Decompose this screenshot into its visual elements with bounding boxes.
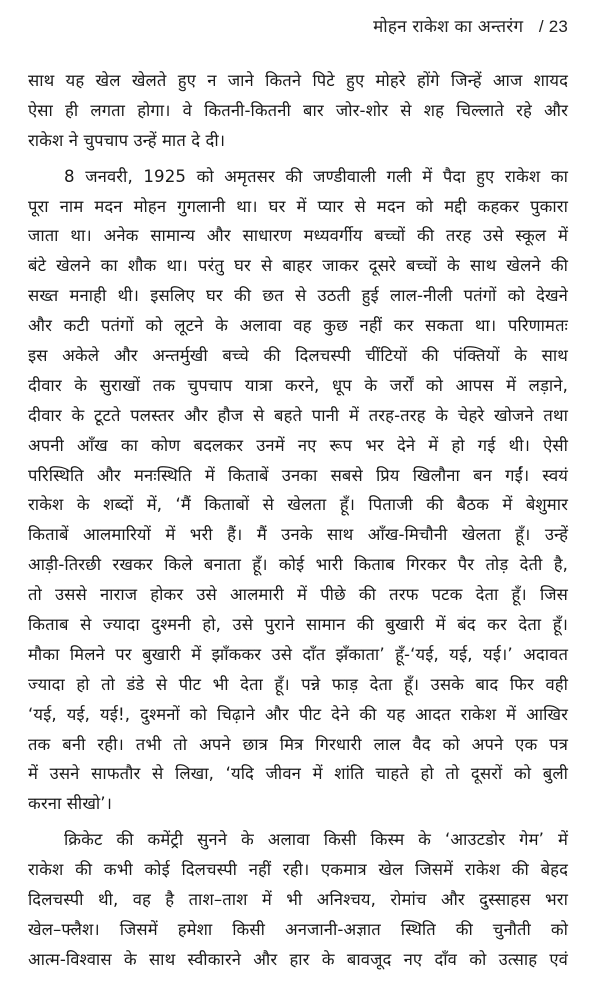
running-head xyxy=(373,14,568,37)
text-line: जाता था। अनेक सामान्य और साधारण मध्यवर्गीय बच्चों की तरह उसे स्कूल में xyxy=(28,226,568,246)
text-line: राकेश की कभी कोई दिलचस्पी नहीं रही। एकमात्र खेल जिसमें राकेश की बेहद xyxy=(28,860,568,880)
text-line: राकेश के शब्दों में, ‘मैं किताबों से खेलता हूँ। पिताजी की बैठक में बेशुमार xyxy=(28,495,568,515)
text-line: तक बनी रही। तभी तो अपने छात्र मित्र गिरधारी लाल वैद को अपने एक पत्र xyxy=(28,734,568,754)
text-line: दिलचस्पी थी, वह है ताश–ताश में भी अनिश्चय, रोमांच और दुस्साहस भरा xyxy=(28,890,568,910)
paragraph-1 xyxy=(28,66,568,156)
paragraph-2 xyxy=(28,162,568,820)
text-line: क्रिकेट की कमेंट्री सुनने के अलावा किसी किस्म के ‘आउटडोर गेम’ में xyxy=(64,830,568,850)
text-line: खेल–फ्लैश। जिसमें हमेशा किसी अनजानी-अज्ञात स्थिति की चुनौती को xyxy=(28,919,568,939)
text-line: ऐसा ही लगता होगा। वे कितनी-कितनी बार जोर-शोर से शह चिल्लाते रहे और xyxy=(28,100,568,120)
text-line: दीवार के सुराखों तक चुपचाप यात्रा करने, धूप के जर्रों को आपस में लड़ाने, xyxy=(28,375,568,395)
text-line: दीवार के टूटते पलस्तर और हौज से बहते पानी में तरह-तरह के चेहरे खोजने तथा xyxy=(28,405,568,425)
text-line: ‘यई, यई, यई!, दुश्मनों को चिढ़ाने और पीट देने की यह आदत राकेश में आखिर xyxy=(28,704,568,724)
text-line: में उसने साफतौर से लिखा, ‘यदि जीवन में शांति चाहते हो तो दूसरों को बुली xyxy=(28,764,568,784)
text-line: किताबें आलमारियों में भरी हैं। मैं उनके साथ आँख-मिचौनी खेलता हूँ। उन्हें xyxy=(28,525,568,545)
text-line: अपनी आँख का कोण बदलकर उनमें नए रूप भर देने में हो गई थी। ऐसी xyxy=(28,435,568,455)
text-line: और कटी पतंगों को लूटने के अलावा वह कुछ नहीं कर सकता था। परिणामतः xyxy=(28,316,568,336)
text-line: सख्त मनाही थी। इसलिए घर की छत से उठती हुई लाल-नीली पतंगों को देखने xyxy=(28,286,568,306)
text-line: आड़ी-तिरछी रखकर किले बनाता हूँ। कोई भारी किताब गिरकर पैर तोड़ देती है, xyxy=(28,555,568,575)
page-number: / 23 xyxy=(538,17,568,36)
text-line: बंटे खेलने का शौक था। परंतु घर से बाहर जाकर दूसरे बच्चों के साथ खेलने की xyxy=(28,256,568,276)
text-line: परिस्थिति और मनःस्थिति में किताबें उनका सबसे प्रिय खिलौना बन गईं। स्वयं xyxy=(28,465,568,485)
text-line: ज्यादा हो तो डंडे से पीट भी देता हूँ। पन्ने फाड़ देता हूँ। उसके बाद फिर वही xyxy=(28,674,568,694)
text-line: आत्म-विश्वास के साथ स्वीकारने और हार के बावजूद नए दाँव को उत्साह एवं xyxy=(28,949,568,969)
running-head-title: मोहन राकेश का अन्तरंग xyxy=(373,17,524,37)
text-line: करना सीखो’। xyxy=(28,794,113,814)
text-line: इस अकेले और अन्तर्मुखी बच्चे की दिलचस्पी चींटियों की पंक्तियों के साथ xyxy=(28,346,568,366)
page-body xyxy=(28,66,568,975)
text-line: मौका मिलने पर बुखारी में झाँककर उसे दाँत झँकाता’ हूँ-‘यई, यई, यई।’ अदावत xyxy=(28,644,568,664)
text-line: 8 जनवरी, 1925 को अमृतसर की जण्डीवाली गली में पैदा हुए राकेश का xyxy=(64,166,568,186)
text-line: राकेश ने चुपचाप उन्हें मात दे दी। xyxy=(28,130,226,150)
text-line: किताब से ज्यादा दुश्मनी हो, उसे पुराने सामान की बुखारी में बंद कर देता हूँ। xyxy=(28,615,568,635)
text-line: पूरा नाम मदन मोहन गुगलानी था। घर में प्यार से मदन को मद्दी कहकर पुकारा xyxy=(28,196,568,216)
text-line: तो उससे नाराज होकर उसे आलमारी में पीछे की तरफ पटक देता हूँ। जिस xyxy=(28,585,568,605)
text-line: साथ यह खेल खेलते हुए न जाने कितने पिटे हुए मोहरे होंगे जिन्हें आज शायद xyxy=(28,71,568,90)
paragraph-3 xyxy=(28,825,568,974)
